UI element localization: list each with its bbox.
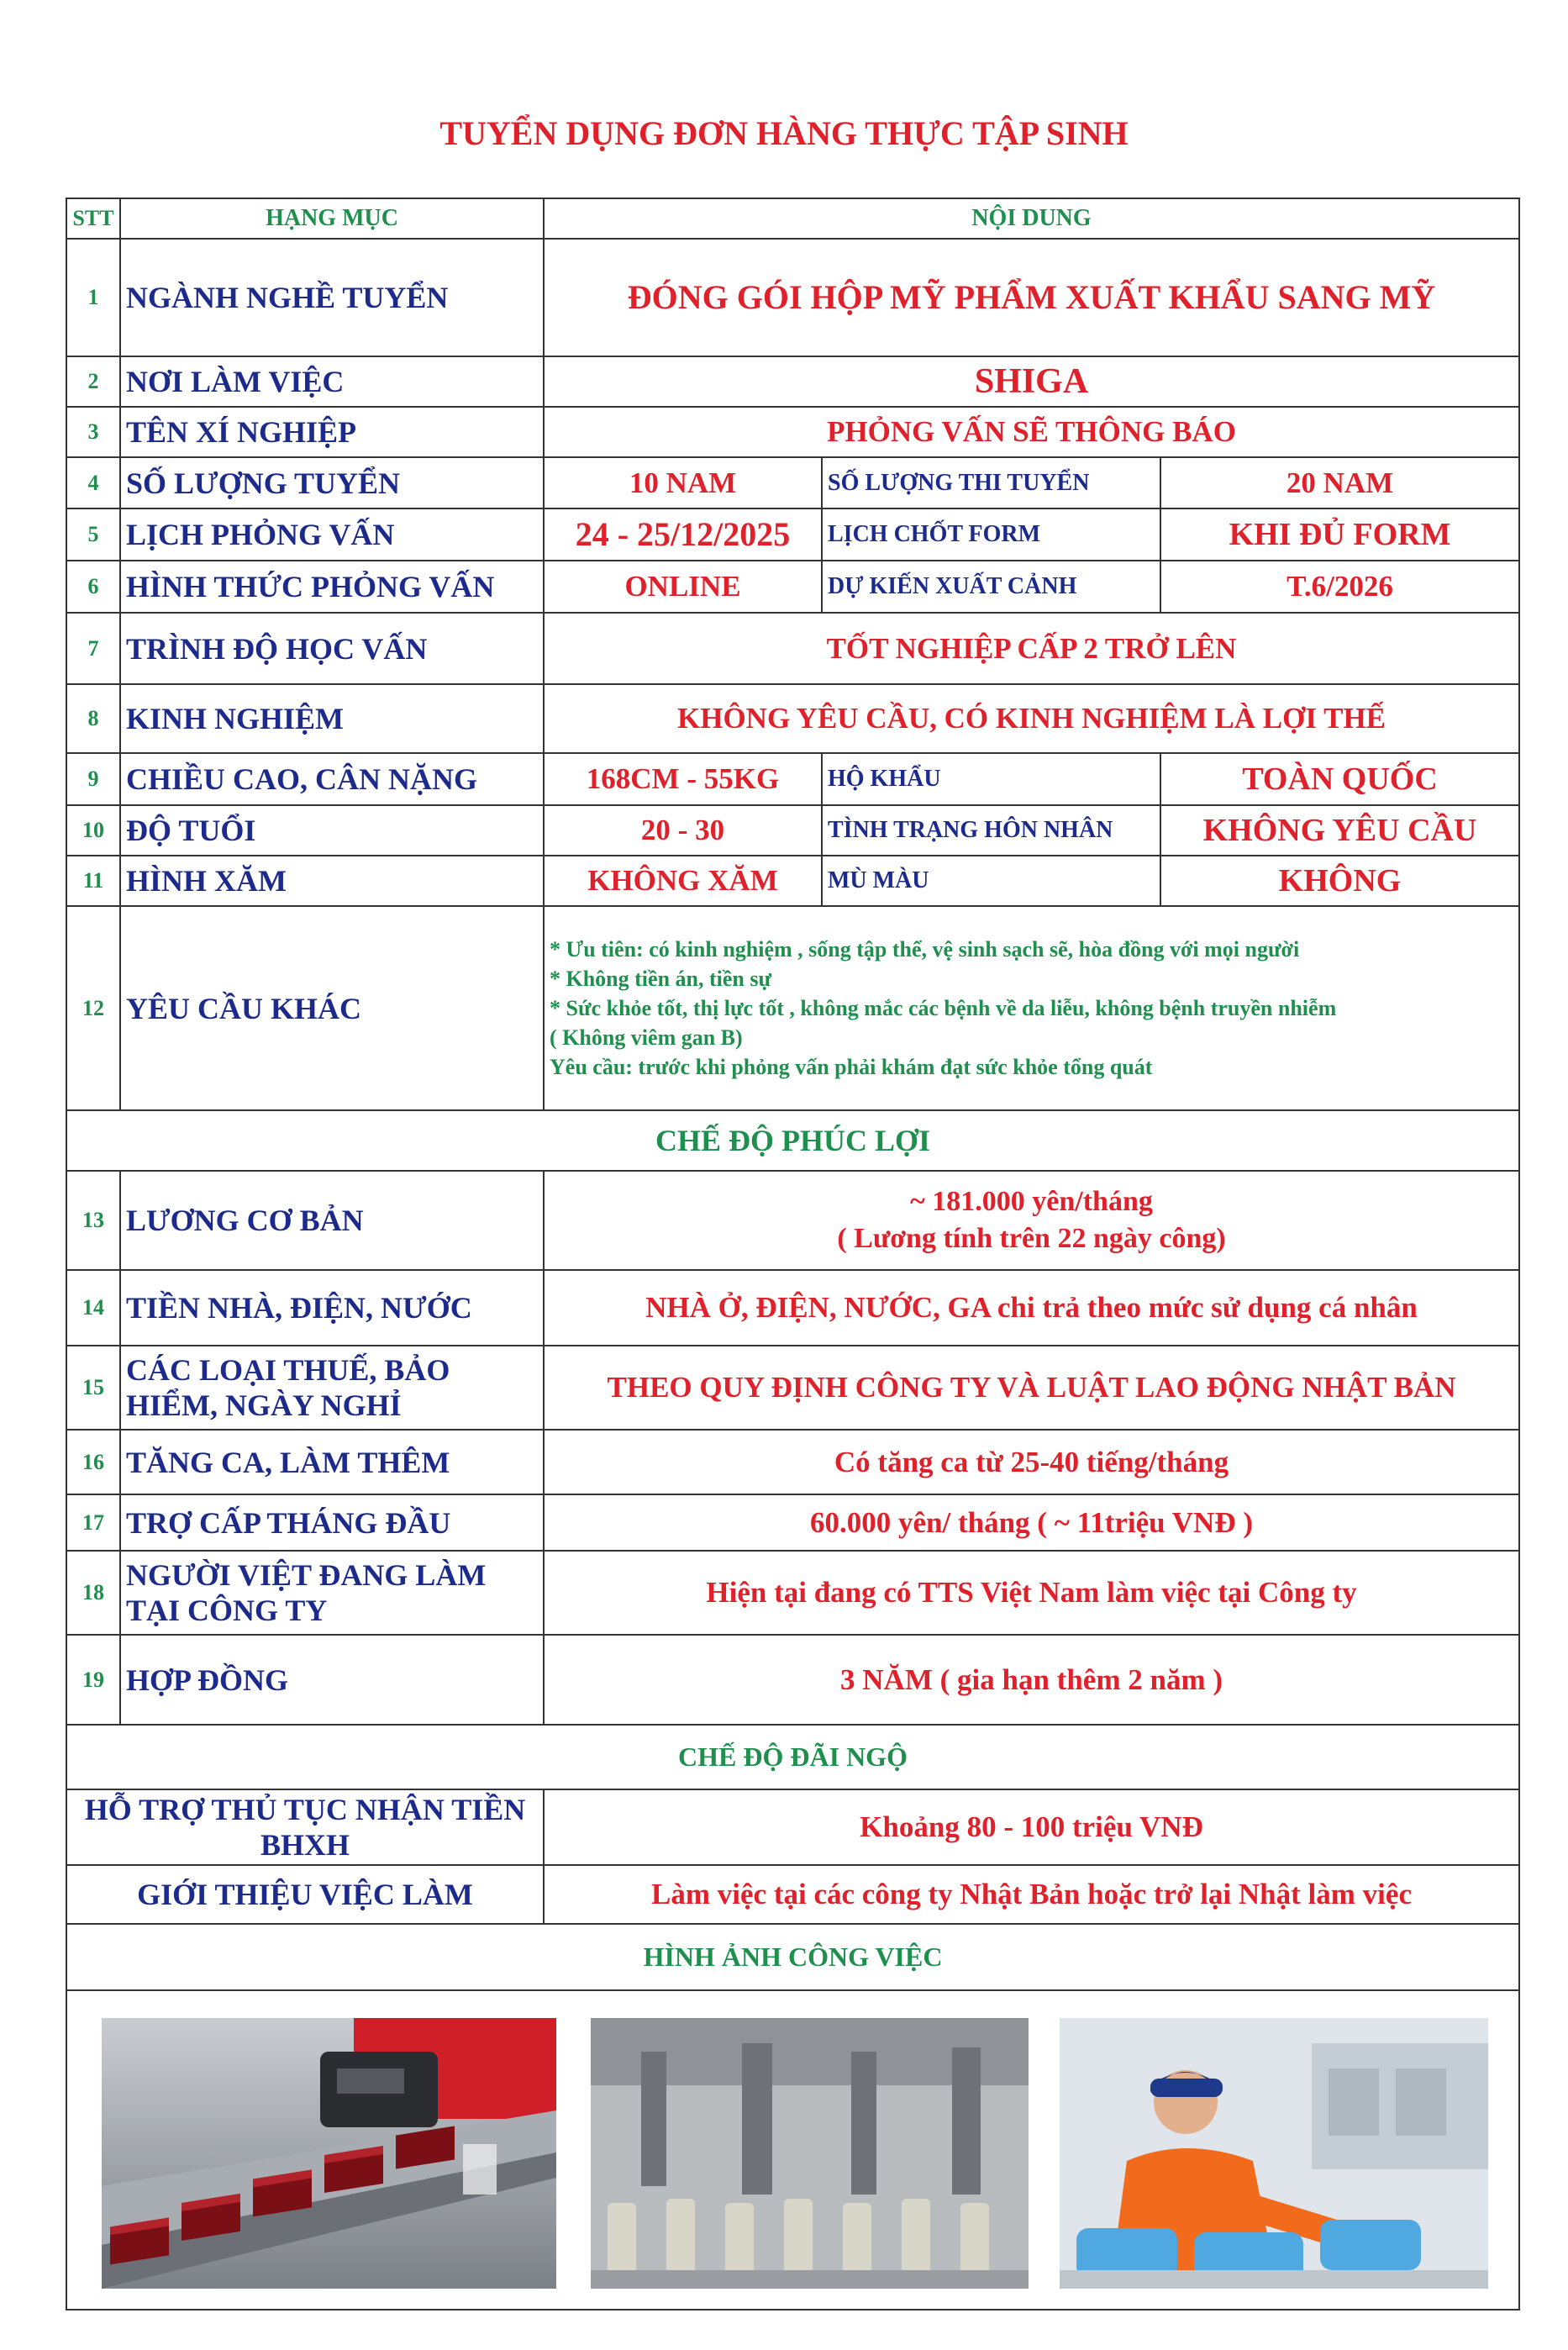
row-sub-value: TOÀN QUỐC <box>1160 753 1519 805</box>
row-sub-label: DỰ KIẾN XUẤT CẢNH <box>822 561 1160 613</box>
row-label-line: TẠI CÔNG TY <box>126 1594 328 1627</box>
row-number: 19 <box>66 1635 120 1725</box>
row-number: 2 <box>66 356 120 407</box>
section-row <box>66 1110 1519 1171</box>
row-value: 20 - 30 <box>544 805 822 856</box>
row-number: 8 <box>66 684 120 753</box>
row-label: CHIỀU CAO, CÂN NẶNG <box>120 753 544 805</box>
header-stt: STT <box>66 198 120 239</box>
row-number: 13 <box>66 1171 120 1270</box>
row-number: 3 <box>66 407 120 457</box>
row-label: TĂNG CA, LÀM THÊM <box>120 1430 544 1494</box>
table-row <box>66 684 1519 753</box>
other-requirements <box>544 906 1519 1110</box>
header-category: HẠNG MỤC <box>120 198 544 239</box>
row-value: THEO QUY ĐỊNH CÔNG TY VÀ LUẬT LAO ĐỘNG NHẬT BẢN <box>544 1346 1519 1430</box>
requirement-line: Yêu cầu: trước khi phỏng vấn phải khám đạt sức khỏe tổng quát <box>550 1055 1153 1079</box>
requirement-line: ( Không viêm gan B) <box>550 1025 743 1050</box>
row-value: ONLINE <box>544 561 822 613</box>
photos-section-title: HÌNH ẢNH CÔNG VIỆC <box>66 1924 1519 1990</box>
row-value: 60.000 yên/ tháng ( ~ 11triệu VNĐ ) <box>544 1494 1519 1551</box>
salary-note: ( Lương tính trên 22 ngày công) <box>837 1223 1226 1254</box>
row-number: 12 <box>66 906 120 1110</box>
section-row <box>66 1924 1519 1990</box>
table-row <box>66 1171 1519 1270</box>
requirement-line: * Không tiền án, tiền sự <box>550 967 772 991</box>
row-sub-value: KHÔNG YÊU CẦU <box>1160 805 1519 856</box>
table-row <box>66 1635 1519 1725</box>
table-row <box>66 1789 1519 1865</box>
row-label: NGÀNH NGHỀ TUYỂN <box>120 239 544 356</box>
row-number: 5 <box>66 508 120 561</box>
table-row <box>66 407 1519 457</box>
job-table <box>66 198 1520 2310</box>
requirement-line: * Ưu tiên: có kinh nghiệm , sống tập thể, vệ sinh sạch sẽ, hòa đồng với mọi người <box>550 937 1300 962</box>
row-label-line: HIỂM, NGÀY NGHỈ <box>126 1388 402 1422</box>
row-label: GIỚI THIỆU VIỆC LÀM <box>66 1865 544 1924</box>
row-label: LƯƠNG CƠ BẢN <box>120 1171 544 1270</box>
page-title: TUYỂN DỤNG ĐƠN HÀNG THỰC TẬP SINH <box>439 114 1129 152</box>
table-row <box>66 561 1519 613</box>
header-content: NỘI DUNG <box>544 198 1519 239</box>
row-label-line: BHXH <box>260 1828 350 1862</box>
row-sub-label: MÙ MÀU <box>822 856 1160 906</box>
row-value: SHIGA <box>544 356 1519 407</box>
row-number: 11 <box>66 856 120 906</box>
row-number: 14 <box>66 1270 120 1346</box>
table-header-row <box>66 198 1519 239</box>
row-value: Có tăng ca từ 25-40 tiếng/tháng <box>544 1430 1519 1494</box>
row-sub-label: HỘ KHẨU <box>822 753 1160 805</box>
row-label: YÊU CẦU KHÁC <box>120 906 544 1110</box>
table-row <box>66 1430 1519 1494</box>
table-row <box>66 1865 1519 1924</box>
filling-machine-photo <box>591 2018 1029 2289</box>
row-value: PHỎNG VẤN SẼ THÔNG BÁO <box>544 407 1519 457</box>
row-label: SỐ LƯỢNG TUYỂN <box>120 457 544 508</box>
row-label-line: CÁC LOẠI THUẾ, BẢO <box>126 1353 450 1387</box>
row-number: 15 <box>66 1346 120 1430</box>
table-row <box>66 1494 1519 1551</box>
row-value: ĐÓNG GÓI HỘP MỸ PHẨM XUẤT KHẨU SANG MỸ <box>544 239 1519 356</box>
salary-amount: ~ 181.000 yên/tháng <box>910 1186 1153 1217</box>
benefits-section-title: CHẾ ĐỘ ĐÃI NGỘ <box>66 1725 1519 1789</box>
row-label: HỢP ĐỒNG <box>120 1635 544 1725</box>
row-sub-value: KHÔNG <box>1160 856 1519 906</box>
row-number: 16 <box>66 1430 120 1494</box>
table-row <box>66 356 1519 407</box>
row-number: 6 <box>66 561 120 613</box>
row-label: LỊCH PHỎNG VẤN <box>120 508 544 561</box>
row-label: HÌNH THỨC PHỎNG VẤN <box>120 561 544 613</box>
row-sub-label: SỐ LƯỢNG THI TUYỂN <box>822 457 1160 508</box>
row-label-line: NGƯỜI VIỆT ĐANG LÀM <box>126 1558 487 1592</box>
row-label <box>120 1551 544 1635</box>
row-value: 24 - 25/12/2025 <box>544 508 822 561</box>
table-row <box>66 805 1519 856</box>
photos-row <box>66 1990 1519 2310</box>
row-value: KHÔNG XĂM <box>544 856 822 906</box>
row-number: 10 <box>66 805 120 856</box>
row-value: 3 NĂM ( gia hạn thêm 2 năm ) <box>544 1635 1519 1725</box>
row-sub-value: KHI ĐỦ FORM <box>1160 508 1519 561</box>
table-row <box>66 856 1519 906</box>
table-row <box>66 1346 1519 1430</box>
table-row <box>66 508 1519 561</box>
conveyor-photo <box>102 2018 556 2289</box>
table-row <box>66 457 1519 508</box>
welfare-section-title: CHẾ ĐỘ PHÚC LỢI <box>66 1110 1519 1171</box>
table-row <box>66 1270 1519 1346</box>
row-label: NƠI LÀM VIỆC <box>120 356 544 407</box>
table-row <box>66 613 1519 684</box>
row-label <box>66 1789 544 1865</box>
row-label: TÊN XÍ NGHIỆP <box>120 407 544 457</box>
row-sub-label: LỊCH CHỐT FORM <box>822 508 1160 561</box>
salary-value <box>544 1171 1519 1270</box>
row-value: NHÀ Ở, ĐIỆN, NƯỚC, GA chi trả theo mức sử dụng cá nhân <box>544 1270 1519 1346</box>
table-row <box>66 753 1519 805</box>
row-label <box>120 1346 544 1430</box>
row-number: 7 <box>66 613 120 684</box>
row-label: TRÌNH ĐỘ HỌC VẤN <box>120 613 544 684</box>
row-number: 9 <box>66 753 120 805</box>
row-label: ĐỘ TUỔI <box>120 805 544 856</box>
row-value: 168CM - 55KG <box>544 753 822 805</box>
row-label-line: HỖ TRỢ THỦ TỤC NHẬN TIỀN <box>84 1793 526 1826</box>
row-value: KHÔNG YÊU CẦU, CÓ KINH NGHIỆM LÀ LỢI THẾ <box>544 684 1519 753</box>
section-row <box>66 1725 1519 1789</box>
row-sub-value: 20 NAM <box>1160 457 1519 508</box>
worker-photo <box>1060 2018 1488 2289</box>
row-number: 1 <box>66 239 120 356</box>
row-value: TỐT NGHIỆP CẤP 2 TRỞ LÊN <box>544 613 1519 684</box>
row-number: 4 <box>66 457 120 508</box>
row-number: 17 <box>66 1494 120 1551</box>
table-row <box>66 239 1519 356</box>
row-sub-value: T.6/2026 <box>1160 561 1519 613</box>
table-row <box>66 1551 1519 1635</box>
row-label: TRỢ CẤP THÁNG ĐẦU <box>120 1494 544 1551</box>
row-number: 18 <box>66 1551 120 1635</box>
table-row <box>66 906 1519 1110</box>
photos-cell <box>66 1990 1519 2310</box>
row-value: 10 NAM <box>544 457 822 508</box>
row-sub-label: TÌNH TRẠNG HÔN NHÂN <box>822 805 1160 856</box>
requirement-line: * Sức khỏe tốt, thị lực tốt , không mắc các bệnh về da liễu, không bệnh truyền nhiễm <box>550 996 1337 1020</box>
row-value: Làm việc tại các công ty Nhật Bản hoặc trở lại Nhật làm việc <box>544 1865 1519 1924</box>
row-label: HÌNH XĂM <box>120 856 544 906</box>
row-label: KINH NGHIỆM <box>120 684 544 753</box>
row-value: Khoảng 80 - 100 triệu VNĐ <box>544 1789 1519 1865</box>
row-label: TIỀN NHÀ, ĐIỆN, NƯỚC <box>120 1270 544 1346</box>
row-value: Hiện tại đang có TTS Việt Nam làm việc tại Công ty <box>544 1551 1519 1635</box>
